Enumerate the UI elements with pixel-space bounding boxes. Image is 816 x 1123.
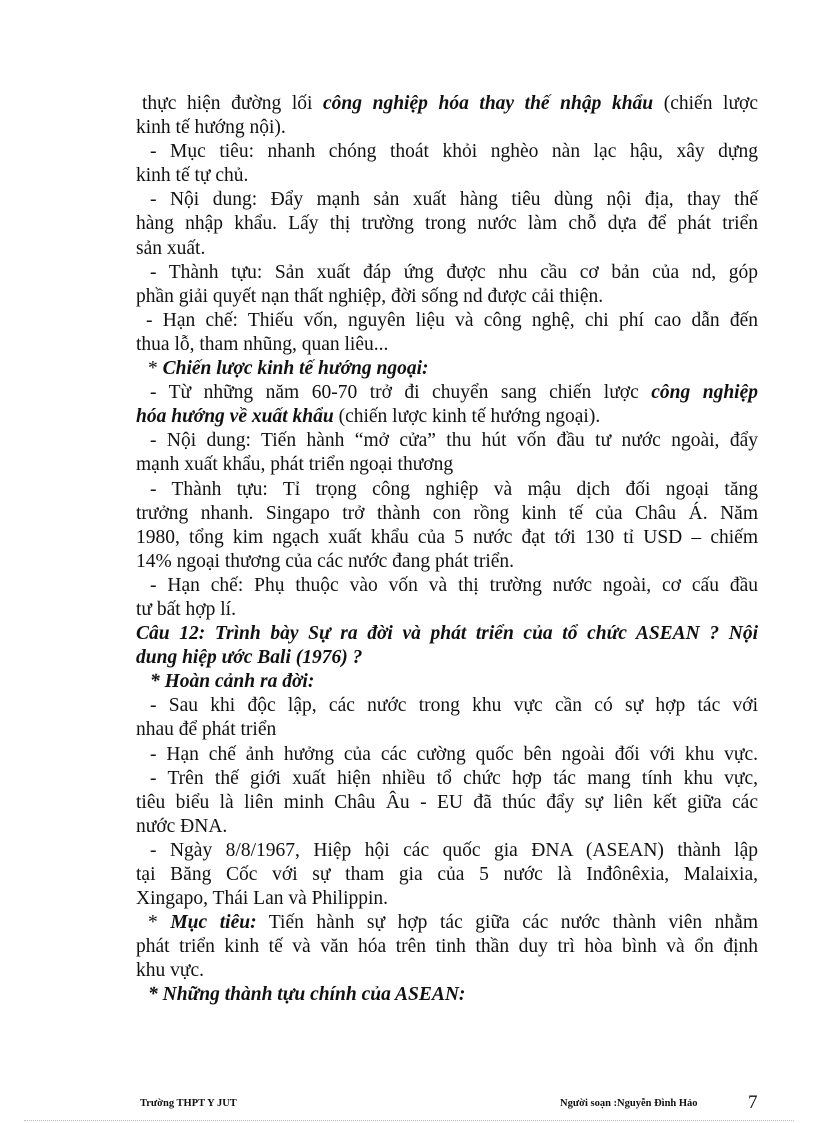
- footer-divider: [24, 1120, 794, 1121]
- text-line: hàng nhập khẩu. Lấy thị trường trong nước làm chỗ dựa để phát triển: [136, 213, 758, 235]
- text-line: - Nội dung: Đẩy mạnh sản xuất hàng tiêu dùng nội địa, thay thế: [150, 189, 758, 211]
- text-line: - Trên thế giới xuất hiện nhiều tổ chức hợp tác mang tính khu vực,: [150, 767, 758, 789]
- text-line: Xingapo, Thái Lan và Philippin.: [136, 888, 389, 910]
- emphasis: công nghiệp: [651, 382, 758, 404]
- question-heading: dung hiệp ước Bali (1976) ?: [136, 647, 363, 669]
- text-line: tại Băng Cốc với sự tham gia của 5 nước là Inđônêxia, Malaixia,: [136, 864, 758, 885]
- text-line: nhau để phát triển: [136, 719, 277, 741]
- text-line: - Từ những năm 60-70 trở đi chuyển sang chiến lược công nghiệp: [150, 382, 758, 404]
- footer-author: Người soạn :Nguyễn Đình Hảo: [560, 1098, 698, 1109]
- text-line: - Thành tựu: Tỉ trọng công nghiệp và mậu dịch đối ngoại tăng: [150, 478, 758, 500]
- page-number: 7: [748, 1092, 758, 1113]
- text-line: - Hạn chế: Phụ thuộc vào vốn và thị trường nước ngoài, cơ cấu đầu: [150, 574, 758, 596]
- text-line: - Ngày 8/8/1967, Hiệp hội các quốc gia ĐNA (ASEAN) thành lập: [150, 839, 758, 861]
- page-body: [136, 92, 758, 1008]
- question-heading: Câu 12: Trình bày Sự ra đời và phát triển của tổ chức ASEAN ? Nội: [136, 623, 758, 645]
- text-line: - Thành tựu: Sản xuất đáp ứng được nhu cầu cơ bản của nd, góp: [150, 261, 758, 283]
- text-line: thực hiện đường lối công nghiệp hóa thay thế nhập khẩu (chiến lược: [142, 93, 758, 114]
- text-line: sản xuất.: [136, 237, 206, 259]
- text-line: phần giải quyết nạn thất nghiệp, đời sống nd được cải thiện.: [136, 285, 604, 307]
- text-line: mạnh xuất khẩu, phát triển ngoại thương: [136, 454, 454, 476]
- text-line: - Mục tiêu: nhanh chóng thoát khỏi nghèo nàn lạc hậu, xây dựng: [150, 141, 758, 163]
- text-line: thua lỗ, tham nhũng, quan liêu...: [136, 333, 389, 355]
- footer-school: Trường THPT Y JUT: [140, 1098, 237, 1109]
- text-line: tư bất hợp lí.: [136, 598, 236, 620]
- page-footer: [140, 1092, 758, 1120]
- emphasis: hóa hướng về xuất khẩu: [136, 406, 334, 428]
- section-heading: * Hoàn cảnh ra đời:: [150, 671, 315, 693]
- text-line: nước ĐNA.: [136, 815, 228, 837]
- text-line: - Sau khi độc lập, các nước trong khu vực cần có sự hợp tác với: [150, 695, 758, 717]
- text-line: trưởng nhanh. Singapo trở thành con rồng kinh tế của Châu Á. Năm: [136, 502, 758, 524]
- text-line: 1980, tổng kim ngạch xuất khẩu của 5 nước đạt tới 130 tỉ USD – chiếm: [136, 526, 758, 548]
- section-heading: * Chiến lược kinh tế hướng ngoại:: [148, 358, 429, 380]
- text-line: tiêu biểu là liên minh Châu Âu - EU đã thúc đẩy sự liên kết giữa các: [136, 791, 758, 813]
- text-line: kinh tế tự chủ.: [136, 165, 249, 187]
- text-line: - Nội dung: Tiến hành “mở cửa” thu hút vốn đầu tư nước ngoài, đẩy: [150, 430, 758, 452]
- text-line: phát triển kinh tế và văn hóa trên tinh thần duy trì hòa bình và ổn định: [136, 936, 758, 958]
- text-line: - Hạn chế: Thiếu vốn, nguyên liệu và công nghệ, chi phí cao dẫn đến: [146, 309, 758, 331]
- text-line: khu vực.: [136, 960, 204, 982]
- text-line: - Hạn chế ảnh hưởng của các cường quốc bên ngoài đối với khu vực.: [150, 743, 758, 765]
- text-line: hóa hướng về xuất khẩu (chiến lược kinh tế hướng ngoại).: [136, 406, 601, 428]
- text-line: * Mục tiêu: Tiến hành sự hợp tác giữa các nước thành viên nhằm: [148, 912, 759, 934]
- text-line: kinh tế hướng nội).: [136, 117, 286, 139]
- emphasis: công nghiệp hóa thay thế nhập khẩu: [323, 93, 654, 114]
- emphasis: Mục tiêu:: [170, 912, 257, 934]
- section-heading: * Những thành tựu chính của ASEAN:: [148, 984, 466, 1006]
- text-line: 14% ngoại thương của các nước đang phát triển.: [136, 550, 515, 572]
